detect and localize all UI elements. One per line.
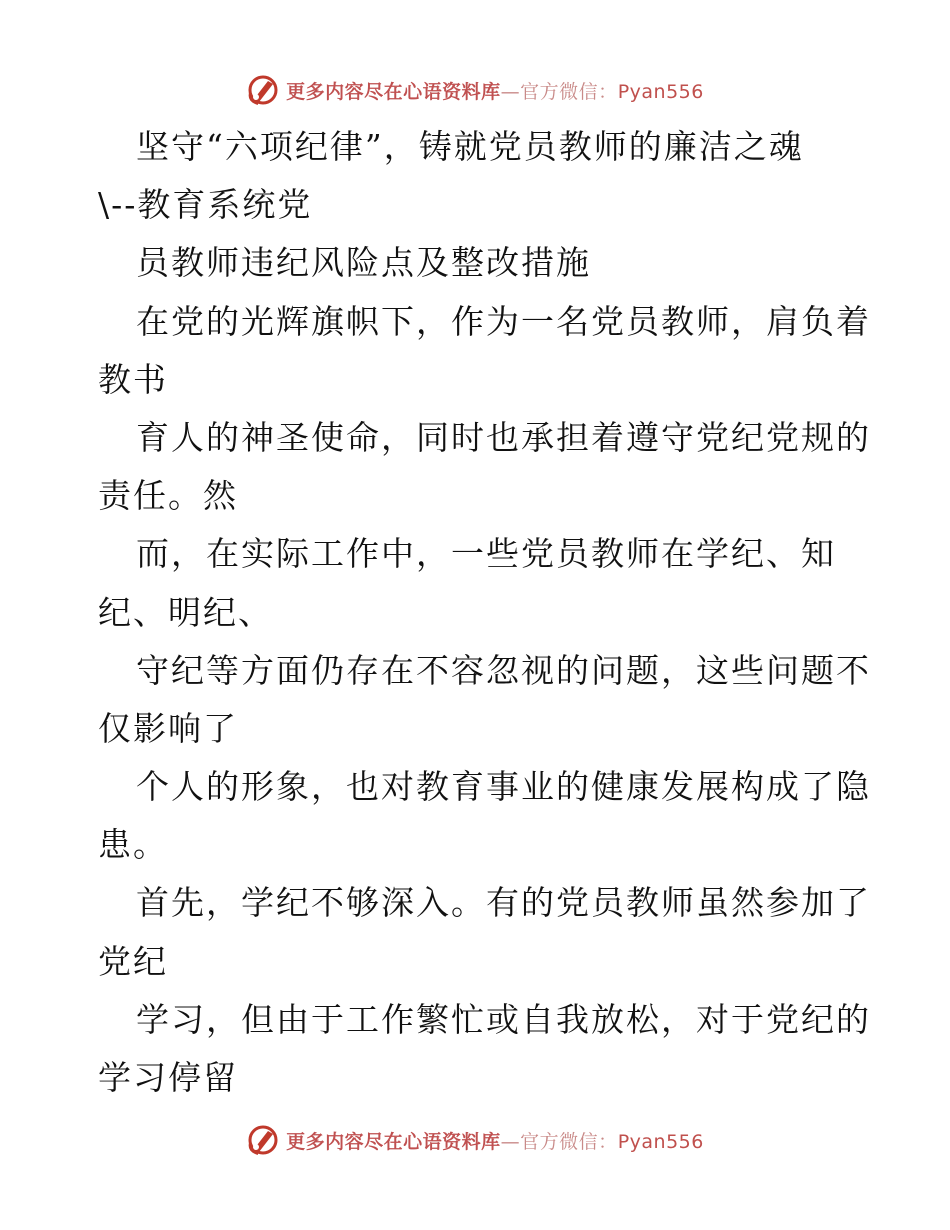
document-body [98, 118, 871, 1107]
banner-main-text: 更多内容尽在心语资料库 [286, 1130, 501, 1153]
banner-wechat-id: Pyan556 [617, 1130, 704, 1153]
banner-wechat-id: Pyan556 [617, 80, 704, 103]
doc-line: 个人的形象，也对教育事业的健康发展构成了隐 [136, 767, 871, 807]
doc-line: 学习停留 [98, 1058, 238, 1097]
doc-line: \--教育系统党 [98, 185, 313, 225]
banner-separator: — [500, 1130, 521, 1153]
doc-line: 教书 [98, 359, 168, 399]
pen-logo-icon [246, 1123, 280, 1157]
header-banner [0, 70, 950, 110]
doc-line: 在党的光辉旗帜下，作为一名党员教师，肩负着 [136, 301, 871, 341]
pen-logo-icon [246, 73, 280, 107]
doc-line: 纪、明纪、 [98, 592, 273, 632]
doc-line: 而，在实际工作中，一些党员教师在学纪、知 [136, 534, 836, 574]
doc-line: 学习，但由于工作繁忙或自我放松，对于党纪的 [136, 999, 871, 1039]
footer-banner [0, 1120, 950, 1160]
banner-official-label: 官方微信： [520, 1130, 618, 1153]
banner-text [286, 1127, 704, 1154]
doc-line: 党纪 [98, 941, 168, 981]
doc-line: 责任。然 [98, 476, 238, 516]
doc-line: 员教师违纪风险点及整改措施 [136, 243, 591, 283]
doc-line: 仅影响了 [98, 708, 238, 748]
banner-separator: — [500, 80, 521, 103]
banner-official-label: 官方微信： [520, 80, 618, 103]
doc-line: 育人的神圣使命，同时也承担着遵守党纪党规的 [136, 417, 871, 457]
doc-line: 坚守“六项纪律”，铸就党员教师的廉洁之魂 [136, 127, 804, 166]
doc-line: 首先，学纪不够深入。有的党员教师虽然参加了 [136, 883, 871, 923]
banner-main-text: 更多内容尽在心语资料库 [286, 80, 501, 103]
doc-line: 守纪等方面仍存在不容忽视的问题，这些问题不 [136, 650, 871, 690]
doc-line: 患。 [98, 825, 168, 865]
banner-text [286, 77, 704, 104]
